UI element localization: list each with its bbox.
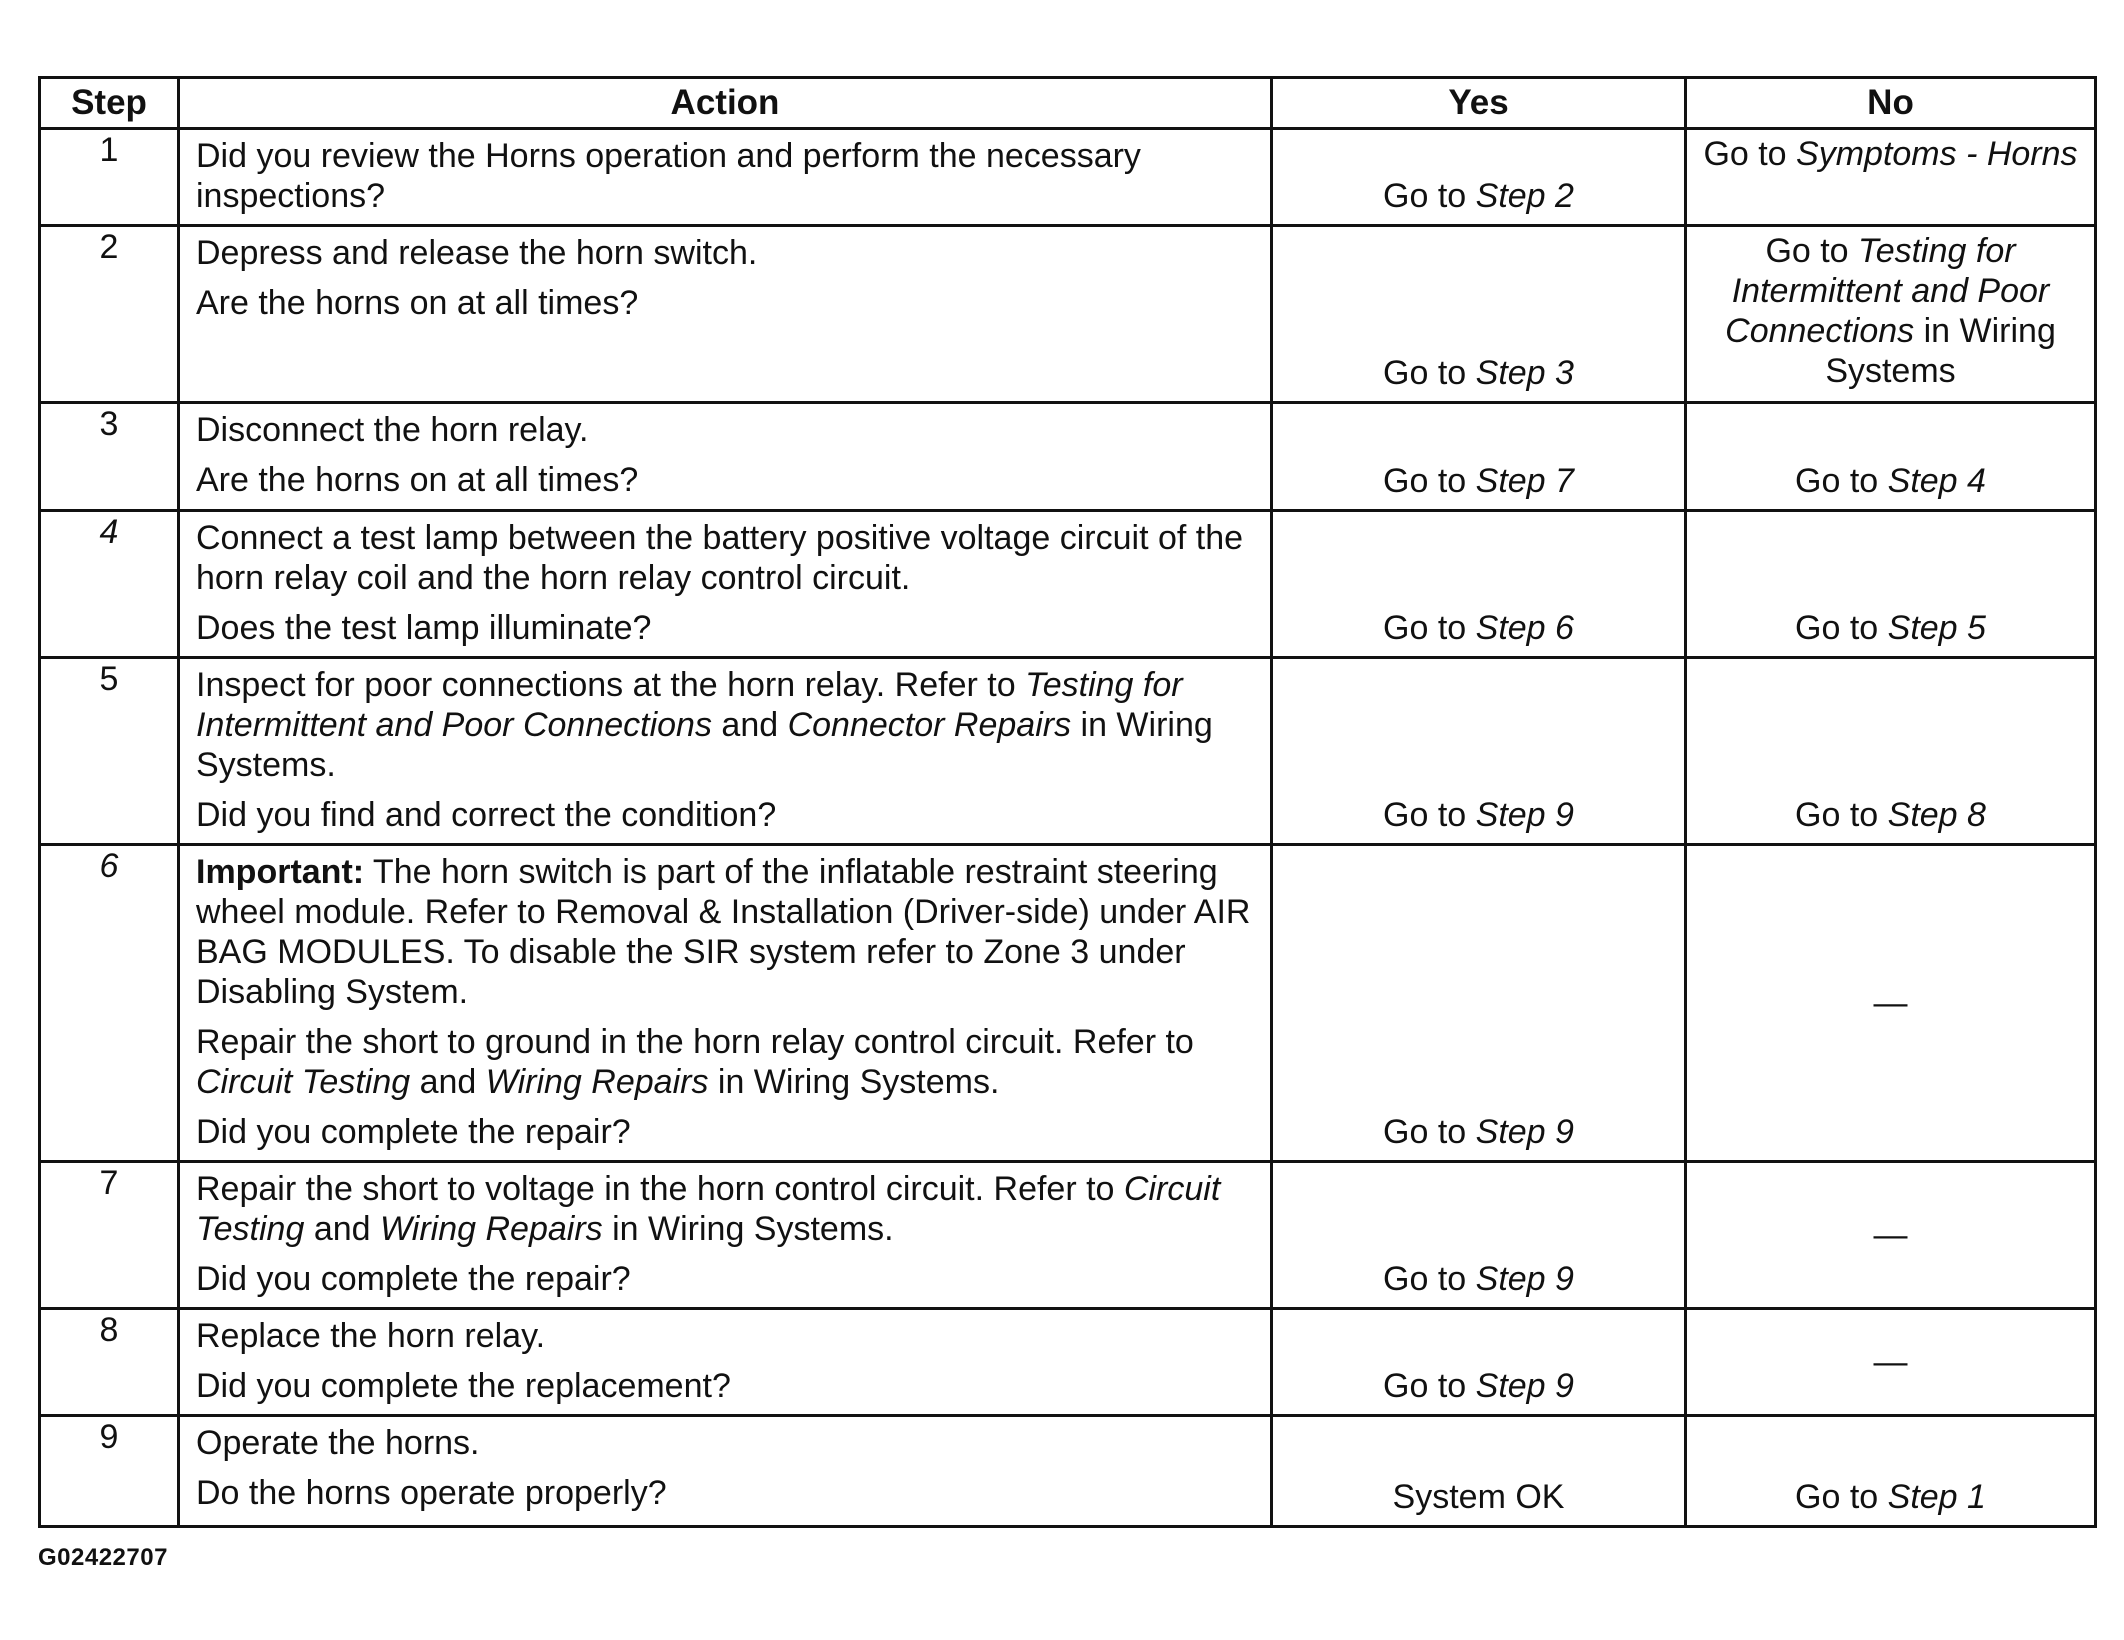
- action-question: Did you complete the repair?: [196, 1260, 631, 1298]
- table-row: [40, 226, 2096, 403]
- table-row: [40, 511, 2096, 658]
- action-question: Did you find and correct the condition?: [196, 796, 777, 834]
- action-cell: [179, 658, 1272, 845]
- no-cell: [1686, 511, 2096, 658]
- step-number: 2: [40, 226, 179, 403]
- table-row: [40, 129, 2096, 226]
- action-cell: [179, 1416, 1272, 1527]
- no-cell: [1686, 1309, 2096, 1416]
- no-cell: [1686, 403, 2096, 511]
- action-question: Did you complete the replacement?: [196, 1367, 731, 1405]
- yes-cell: [1272, 511, 1686, 658]
- action-text: Inspect for poor connections at the horn relay. Refer to Testing for Intermittent and Poor Connections and Connector Repairs in Wiring Systems.: [196, 666, 1213, 784]
- no-cell: [1686, 1162, 2096, 1309]
- step-number: 3: [40, 403, 179, 511]
- no-result: Go to Step 8: [1795, 796, 1986, 834]
- step-number: 7: [40, 1162, 179, 1309]
- yes-result: Go to Step 9: [1383, 1367, 1574, 1405]
- step-number: 4: [40, 511, 179, 658]
- yes-result: Go to Step 9: [1383, 796, 1574, 834]
- table-row: [40, 658, 2096, 845]
- figure-code: G02422707: [38, 1544, 168, 1571]
- action-text: Repair the short to ground in the horn relay control circuit. Refer to Circuit Testing and Wiring Repairs in Wiring Systems.: [196, 1023, 1194, 1101]
- action-cell: [179, 129, 1272, 226]
- action-question: Do the horns operate properly?: [196, 1474, 667, 1512]
- action-text: Replace the horn relay.: [196, 1317, 546, 1355]
- action-cell: [179, 511, 1272, 658]
- no-result: Go to Step 1: [1795, 1478, 1986, 1516]
- table-row: [40, 1162, 2096, 1309]
- no-result: Go to Testing for Intermittent and Poor Connections in Wiring Systems: [1725, 232, 2056, 390]
- table-row: [40, 403, 2096, 511]
- action-question: Are the horns on at all times?: [196, 461, 639, 499]
- step-number: 9: [40, 1416, 179, 1527]
- action-text: Operate the horns.: [196, 1424, 480, 1462]
- step-number: 1: [40, 129, 179, 226]
- no-cell: [1686, 658, 2096, 845]
- yes-cell: [1272, 129, 1686, 226]
- header-yes: Yes: [1272, 78, 1686, 129]
- step-number: 8: [40, 1309, 179, 1416]
- no-cell: [1686, 1416, 2096, 1527]
- yes-result: Go to Step 7: [1383, 462, 1574, 500]
- action-cell: [179, 845, 1272, 1162]
- action-question: Did you complete the repair?: [196, 1113, 631, 1151]
- no-cell: [1686, 226, 2096, 403]
- action-text: Connect a test lamp between the battery positive voltage circuit of the horn relay coil and the horn relay control circuit.: [196, 519, 1244, 597]
- yes-cell: [1272, 403, 1686, 511]
- diagnostic-table: [38, 76, 2097, 1528]
- action-question: Does the test lamp illuminate?: [196, 609, 652, 647]
- yes-cell: [1272, 845, 1686, 1162]
- yes-result: Go to Step 6: [1383, 609, 1574, 647]
- action-text: Disconnect the horn relay.: [196, 411, 589, 449]
- yes-result: Go to Step 3: [1383, 354, 1574, 392]
- yes-cell: [1272, 658, 1686, 845]
- header-step: Step: [40, 78, 179, 129]
- step-number: 5: [40, 658, 179, 845]
- action-cell: [179, 226, 1272, 403]
- yes-cell: [1272, 226, 1686, 403]
- no-result: Go to Step 5: [1795, 609, 1986, 647]
- yes-result: Go to Step 9: [1383, 1113, 1574, 1151]
- table-row: [40, 845, 2096, 1162]
- header-row: [40, 78, 2096, 129]
- no-result: Go to Step 4: [1795, 462, 1986, 500]
- action-cell: [179, 1162, 1272, 1309]
- no-result: —: [1873, 984, 1908, 1022]
- action-question: Are the horns on at all times?: [196, 284, 639, 322]
- yes-result: Go to Step 2: [1383, 177, 1574, 215]
- important-label: Important:: [196, 853, 365, 891]
- action-text: Repair the short to voltage in the horn control circuit. Refer to Circuit Testing and Wiring Repairs in Wiring Systems.: [196, 1170, 1221, 1248]
- yes-result: System OK: [1392, 1478, 1565, 1516]
- action-cell: [179, 1309, 1272, 1416]
- no-cell: [1686, 129, 2096, 226]
- no-result: —: [1873, 1216, 1908, 1254]
- table-row: [40, 1416, 2096, 1527]
- no-result: —: [1873, 1343, 1908, 1381]
- step-number: 6: [40, 845, 179, 1162]
- action-cell: [179, 403, 1272, 511]
- yes-cell: [1272, 1416, 1686, 1527]
- no-cell: [1686, 845, 2096, 1162]
- no-result: Go to Symptoms - Horns: [1703, 135, 2078, 173]
- yes-cell: [1272, 1309, 1686, 1416]
- table-row: [40, 1309, 2096, 1416]
- yes-cell: [1272, 1162, 1686, 1309]
- header-no: No: [1686, 78, 2096, 129]
- action-text: Important: The horn switch is part of the inflatable restraint steering wheel module. Refer to Removal & Installation (Driver-side) under AIR BAG MODULES. To disable the SIR system refer to Zone 3 under Disabling System.: [196, 853, 1251, 1011]
- action-text: Depress and release the horn switch.: [196, 234, 758, 272]
- action-text: Did you review the Horns operation and perform the necessary inspections?: [196, 137, 1141, 215]
- header-action: Action: [179, 78, 1272, 129]
- yes-result: Go to Step 9: [1383, 1260, 1574, 1298]
